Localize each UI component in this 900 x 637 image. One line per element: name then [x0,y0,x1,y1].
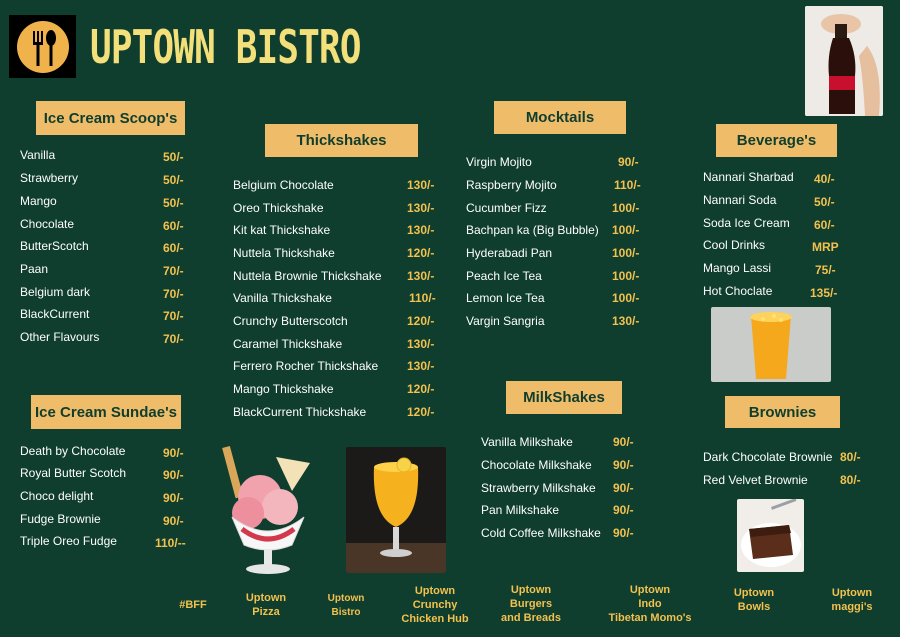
item-price: 90/- [613,526,634,540]
list-item: Red Velvet Brownie [703,473,808,487]
item-price: 100/- [612,223,640,237]
list-item: Pan Milkshake [481,503,560,517]
item-price: 50/- [814,195,835,209]
item-price: 75/- [815,263,836,277]
list-item: Vanilla Milkshake [481,435,573,449]
list-item: Lemon Ice Tea [466,291,545,305]
footer-brand-bistro: Uptown Bistro [327,593,365,618]
item-price: 90/- [618,155,639,169]
fork-spoon-icon [17,21,69,73]
mocktails-header: Mocktails [494,101,626,134]
list-item: Mango [20,194,57,208]
list-item: Paan [20,262,49,276]
item-price: 50/- [163,173,184,187]
item-price: 90/- [163,491,184,505]
list-item: Raspberry Mojito [466,178,557,192]
item-price: 130/- [407,269,435,283]
list-item: Oreo Thickshake [233,201,324,215]
milkshakes-header: MilkShakes [506,381,622,414]
footer-brand-pizza: Uptown Pizza [245,592,287,618]
item-price: 90/- [163,514,184,528]
list-item: Kit kat Thickshake [233,223,331,237]
list-item: Hot Choclate [703,284,773,298]
list-item: Chocolate [20,217,75,231]
footer-brand-bowls: Uptown Bowls [733,587,775,613]
list-item: Hyderabadi Pan [466,246,553,260]
brownie-photo [737,499,804,572]
item-price: 130/- [407,178,435,192]
item-price: 50/- [163,150,184,164]
item-price: 70/- [163,287,184,301]
mango-lassi-photo [711,307,831,382]
list-item: Royal Butter Scotch [20,466,127,480]
list-item: Vanilla [20,148,56,162]
brownies-header: Brownies [725,396,840,428]
list-item: Other Flavours [20,330,100,344]
item-price: 100/- [612,291,640,305]
list-item: Virgin Mojito [466,155,532,169]
list-item: Chocolate Milkshake [481,458,592,472]
ice-cream-scoops-header: Ice Cream Scoop's [36,101,185,135]
list-item: Crunchy Butterscotch [233,314,348,328]
list-item: Cucumber Fizz [466,201,547,215]
thickshakes-header: Thickshakes [265,124,418,157]
item-price: 90/- [613,503,634,517]
item-price: 90/- [613,481,634,495]
list-item: ButterScotch [20,239,89,253]
list-item: Caramel Thickshake [233,337,343,351]
list-item: Mango Lassi [703,261,772,275]
item-price: 90/- [613,435,634,449]
list-item: Dark Chocolate Brownie [703,450,833,464]
item-price: 60/- [814,218,835,232]
item-price: 100/- [612,269,640,283]
footer-brand-chicken-hub: Uptown Crunchy Chicken Hub [401,585,469,625]
ice-cream-sundaes-header: Ice Cream Sundae's [31,395,181,429]
cola-bottle-photo [805,6,883,116]
list-item: Nannari Sharbad [703,170,794,184]
list-item: Fudge Brownie [20,512,101,526]
item-price: 90/- [163,468,184,482]
item-price: 135/- [810,286,838,300]
list-item: Vargin Sangria [466,314,545,328]
list-item: BlackCurrent Thickshake [233,405,367,419]
list-item: Death by Chocolate [20,444,126,458]
item-price: 120/- [407,246,435,260]
footer-brand-maggis: Uptown maggi's [831,587,873,613]
list-item: Belgium dark [20,285,91,299]
brand-logo [9,15,76,78]
list-item: Cool Drinks [703,238,766,252]
item-price: 100/- [612,246,640,260]
item-price: 80/- [840,450,861,464]
list-item: Mango Thickshake [233,382,334,396]
item-price: 50/- [163,196,184,210]
item-price: 130/- [407,337,435,351]
item-price: 120/- [407,405,435,419]
item-price: 70/- [163,332,184,346]
item-price: 110/- [614,178,641,192]
item-price: 60/- [163,219,184,233]
list-item: Nannari Soda [703,193,777,207]
footer-brand-burgers: Uptown Burgers and Breads [501,584,561,624]
item-price: 120/- [407,314,435,328]
item-price: 130/- [407,223,435,237]
item-price: 110/-- [155,536,186,550]
footer-brand-momos: Uptown Indo Tibetan Momo's [608,584,692,624]
item-price: 70/- [163,264,184,278]
item-price: 130/- [407,359,435,373]
orange-mocktail-photo [346,447,446,573]
list-item: BlackCurrent [20,307,90,321]
ice-cream-sundae-photo [218,445,318,575]
item-price: 120/- [407,382,435,396]
footer-brand-bff: #BFF [179,599,207,611]
list-item: Choco delight [20,489,94,503]
list-item: Triple Oreo Fudge [20,534,117,548]
list-item: Strawberry Milkshake [481,481,596,495]
list-item: Peach Ice Tea [466,269,542,283]
item-price: 100/- [612,201,640,215]
list-item: Strawberry [20,171,79,185]
list-item: Nuttela Brownie Thickshake [233,269,382,283]
item-price: 130/- [407,201,435,215]
list-item: Vanilla Thickshake [233,291,332,305]
item-price: 70/- [163,309,184,323]
item-price: 110/- [409,291,436,305]
list-item: Nuttela Thickshake [233,246,335,260]
item-price: 40/- [814,172,835,186]
item-price: 80/- [840,473,861,487]
item-price: 130/- [612,314,640,328]
list-item: Ferrero Rocher Thickshake [233,359,379,373]
brand-title: UPTOWN BISTRO [90,20,361,74]
item-price: 60/- [163,241,184,255]
item-price: 90/- [163,446,184,460]
list-item: Belgium Chocolate [233,178,334,192]
item-price: MRP [812,240,839,254]
item-price: 90/- [613,458,634,472]
list-item: Bachpan ka (Big Bubble) [466,223,599,237]
beverages-header: Beverage's [716,124,837,157]
list-item: Cold Coffee Milkshake [481,526,601,540]
list-item: Soda Ice Cream [703,216,790,230]
